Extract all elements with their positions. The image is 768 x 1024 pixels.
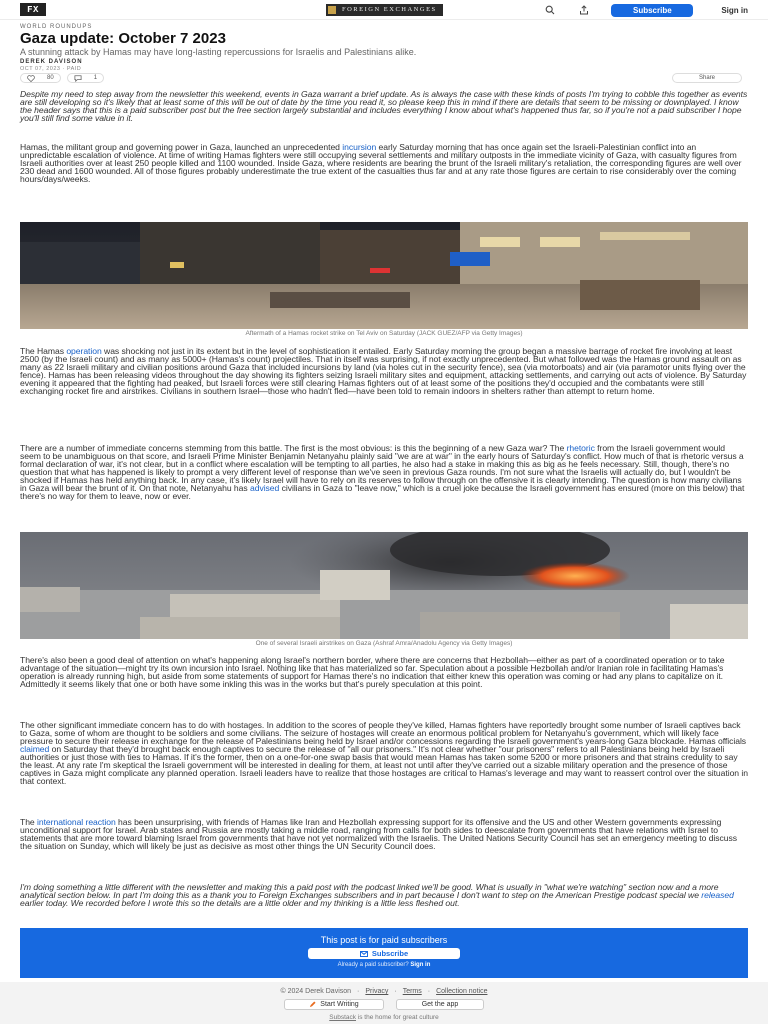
sign-in-link[interactable]: Sign in	[721, 5, 748, 15]
incursion-link[interactable]: incursion	[342, 142, 377, 152]
mail-icon	[360, 951, 368, 957]
post-actions	[20, 73, 748, 83]
photo-caption-1: Aftermath of a Hamas rocket strike on Tel Aviv on Saturday (JACK GUEZ/AFP via Getty Images)	[245, 330, 523, 337]
body-paragraph-4: There's also been a good deal of attention on what's happening along Israel's northern border, where there are concerns that Hezbollah—either as part of a coordinated operation or to take advantage of the situation—might try its own incursion into Israel. Nothing like that has materialized so far. Speculation about a possible Hezbollah and/or Iranian role in facilitating Hamas's operation is already running high, but aside from some statements of support for Hamas there's no indication that either knew this operation was coming or had any plans to capitalize on it. Admittedly it seems likely that one or both have some inkling this was in the works but that's purely speculation at this point.	[20, 655, 725, 690]
paywall-sign-in-link[interactable]: Sign in	[410, 962, 431, 968]
like-button[interactable]	[20, 73, 61, 83]
start-writing-button[interactable]	[284, 999, 384, 1010]
footer-tagline: Substack is the home for great culture	[329, 1014, 439, 1021]
publication-logo[interactable]	[20, 3, 46, 16]
comment-count: 1	[93, 75, 98, 81]
substack-link[interactable]: Substack	[329, 1014, 356, 1021]
paywall-banner	[20, 928, 748, 978]
body-paragraph-5: The other significant immediate concern has to do with hostages. In addition to the scores of people they've killed, Hamas fighters have reportedly brought some number of Israeli captives back to Gaza, some of whom are thought to be soldiers and some civilians. The seizure of hostages will create an enormous political problem for Netanyahu's government, which will likely face pressure to secure their release in exchange for the release of Palestinians being held by Israel and/or concessions regarding the Israeli government's years-long Gaza blockade. Hamas officials claimed on Saturday that they'd brought back enough captives to secure the release of "all our prisoners." It's not clear whether "our prisoners" refers to all Palestinians being held by Israeli authorities or just those with ties to Hamas. If it's the former, then on a one-for-one swap basis that would mean Hamas has taken some 5200 or more prisoners and that strains credulity to say the least. At any rate I'm skeptical the Israeli government will be interested in dealing for them, at least not until after they've carried out a sizable military operation and the presence of those captives in Gaza might complicate any planned operation. Israeli leaders have to realize that those hostages are critical to Hamas's leverage and may want to reassert control over the situation in that context.	[20, 720, 748, 787]
claimed-link[interactable]: claimed	[20, 744, 50, 755]
paywall-subscribe-label: Subscribe	[371, 949, 409, 958]
logo-text: FX	[27, 4, 39, 15]
body-paragraph-6: The international reaction has been unsurprising, with friends of Hamas like Iran and Hezbollah expressing support for its offensive and the US and other Western governments expressing unconditional support for Israel. Arab states and Russia are mostly taking a middle road, ranging from calls for both sides to deescalate from governments that have relations with Israel to statements that are more toward blaming Israel from governments that have not yet normalized with the Israelis. The United Nations Security Council has set an emergency meeting to discuss the situation on Sunday, which will likely be just as decisive as most other things the UN Security Council does.	[20, 817, 738, 852]
paywall-note: Already a paid subscriber? Sign in	[337, 962, 431, 968]
section-kicker[interactable]: WORLD ROUNDUPS	[20, 24, 93, 30]
copyright-text: © 2024 Derek Davison	[280, 988, 352, 995]
footer	[0, 982, 768, 1024]
rocket-strike-photo[interactable]	[20, 222, 748, 329]
get-app-label: Get the app	[421, 1001, 459, 1008]
post-title: Gaza update: October 7 2023	[20, 30, 226, 47]
footer-links: © 2024 Derek Davison · Privacy · Terms · Collection notice	[280, 988, 488, 995]
intro-paragraph: Despite my need to step away from the newsletter this weekend, events in Gaza warrant a brief update. As is always the case with these kinds of posts I'm trying to cobble this together as events are still developing so it's likely that at least some of this will be out of date by the time you read it, so please keep this in mind if there are details that seem to be missing or downplayed. I know the header says that this is a paid subscriber post but the free section largely substantial and includes everything I know about what's happened thus far, so if you're not a paid subscriber I hope you'll still find some value in it.	[20, 89, 748, 124]
share-up-icon[interactable]	[577, 3, 591, 17]
photo-caption-2: One of several Israeli airstrikes on Gaza (Ashraf Amra/Anadolu Agency via Getty Images)	[255, 640, 513, 647]
privacy-link[interactable]: Privacy	[365, 988, 389, 995]
share-button[interactable]	[672, 73, 742, 83]
post-header	[20, 24, 748, 72]
body-paragraph-3: There are a number of immediate concerns stemming from this battle. The first is the most obvious: is this the beginning of a new Gaza war? The rhetoric from the Israeli government would seem to be unambiguous on that score, and Israeli Prime Minister Benjamin Netanyahu plainly said "we are at war" in the early hours of Saturday's conflict. How much of that is rhetoric versus a formal declaration of war, it's not clear, but in a conflict where escalation will be tempting to all parties, he also had a stake in making this as big as he feels necessary. Still, though, there's no question that what has happened is likely to prompt a very different level of response than we've seen in previous Gaza rounds. I'm not sure what the Israelis will actually do, but I wouldn't be shocked if Hamas has held anything back. In any case, it's likely Israel will have to rely on its reserves to follow through on the offensive it is clearly intending. The question is how many civilians in Gaza will bear the brunt of it. On that note, Netanyahu has advised civilians in Gaza to "leave now," which is a cruel joke because the Israeli government has ensured (more on this below) that there's no way for them to leave, now or ever.	[20, 443, 745, 502]
search-icon[interactable]	[543, 3, 557, 17]
rhetoric-link[interactable]: rhetoric	[566, 443, 595, 453]
like-count: 80	[47, 75, 54, 81]
heart-icon	[27, 75, 35, 82]
released-link[interactable]: released	[701, 890, 734, 901]
post-date: OCT 07, 2023 · PAID	[20, 66, 82, 72]
body-paragraph-1: Hamas, the militant group and governing power in Gaza, launched an unprecedented incursion early Saturday morning that has once again set the Israeli-Palestinian conflict into an unpredictable escalation of violence. At time of writing Hamas fighters were still occupying several settlements and military outposts in the immediate vicinity of Gaza, with casualty figures from Israeli authorities over at least 250 people killed and 1100 wounded. Inside Gaza, where residents are bearing the brunt of the Israeli military's retaliation, the corresponding figures are well over 230 dead and 1600 wounded. All of those figures probably underestimate the true extent of the casualties thus far and at any rate those figures are certain to rise considerably over the coming hours/days/weeks.	[20, 142, 742, 185]
airstrike-photo[interactable]	[20, 532, 748, 639]
body-paragraph-2: The Hamas operation was shocking not just in its extent but in the level of sophistication it entailed. Early Saturday morning the group began a massive barrage of rocket fire involving at least 2500 (by the Israeli count) and as many as 5000+ (Hamas's count) projectiles. That in itself was surprising, if not exactly unprecedented. But what followed was the Hamas ground assault on as many as 22 Israeli military and civilian positions around Gaza that included incursions by land (via holes cut in the security fence), sea (via motorboats) and air (via paramotor units flying over the fence). Hamas has been releasing videos throughout the day showing its fighters seizing Israeli military sites and equipment, attacking settlements, and carrying out acts of violence. By Saturday evening it appeared that the fighting had peaked, but Israeli forces were still clearing Hamas fighters out of at least some of the positions they'd occupied and the combatants were still exchanging rocket fire and airstrikes. Civilians in southern Israel—those who hadn't fled—have been told to remain indoors in shelters rather than attempt to return home.	[20, 346, 747, 397]
paywall-title: This post is for paid subscribers	[320, 935, 448, 945]
international-reaction-link[interactable]: international reaction	[37, 817, 116, 827]
get-app-button[interactable]	[396, 999, 484, 1010]
pencil-icon	[309, 1001, 316, 1008]
body-paragraph-7: I'm doing something a little different with the newsletter and making this a paid post with the podcast linked we'll be good. What is usually in "what we're watching" section now and a more analytical section below. In part I'm doing this as a thank you to Foreign Exchanges subscribers and in part because I don't want to step on the American Prestige podcast special we released earlier today. We recorded before I wrote this so the details are a little older and my thinking is a little less fleshed out.	[20, 882, 734, 909]
author-name[interactable]: DEREK DAVISON	[20, 59, 83, 65]
comment-button[interactable]	[67, 73, 104, 83]
globe-icon	[328, 6, 336, 14]
terms-link[interactable]: Terms	[402, 988, 422, 995]
post-subtitle: A stunning attack by Hamas may have long-lasting repercussions for Israelis and Palestinians alike.	[20, 47, 417, 57]
wordmark-text: FOREIGN EXCHANGES	[342, 6, 437, 13]
publication-wordmark[interactable]	[326, 4, 443, 16]
operation-link[interactable]: operation	[66, 346, 102, 356]
share-label: Share	[698, 75, 715, 81]
comment-icon	[74, 75, 82, 82]
top-bar	[0, 0, 768, 20]
subscribe-button[interactable]: Subscribe	[611, 4, 693, 17]
advised-link[interactable]: advised	[249, 483, 280, 494]
start-writing-label: Start Writing	[320, 1001, 359, 1008]
paywall-subscribe-button[interactable]	[308, 948, 460, 959]
collection-notice-link[interactable]: Collection notice	[436, 988, 488, 995]
